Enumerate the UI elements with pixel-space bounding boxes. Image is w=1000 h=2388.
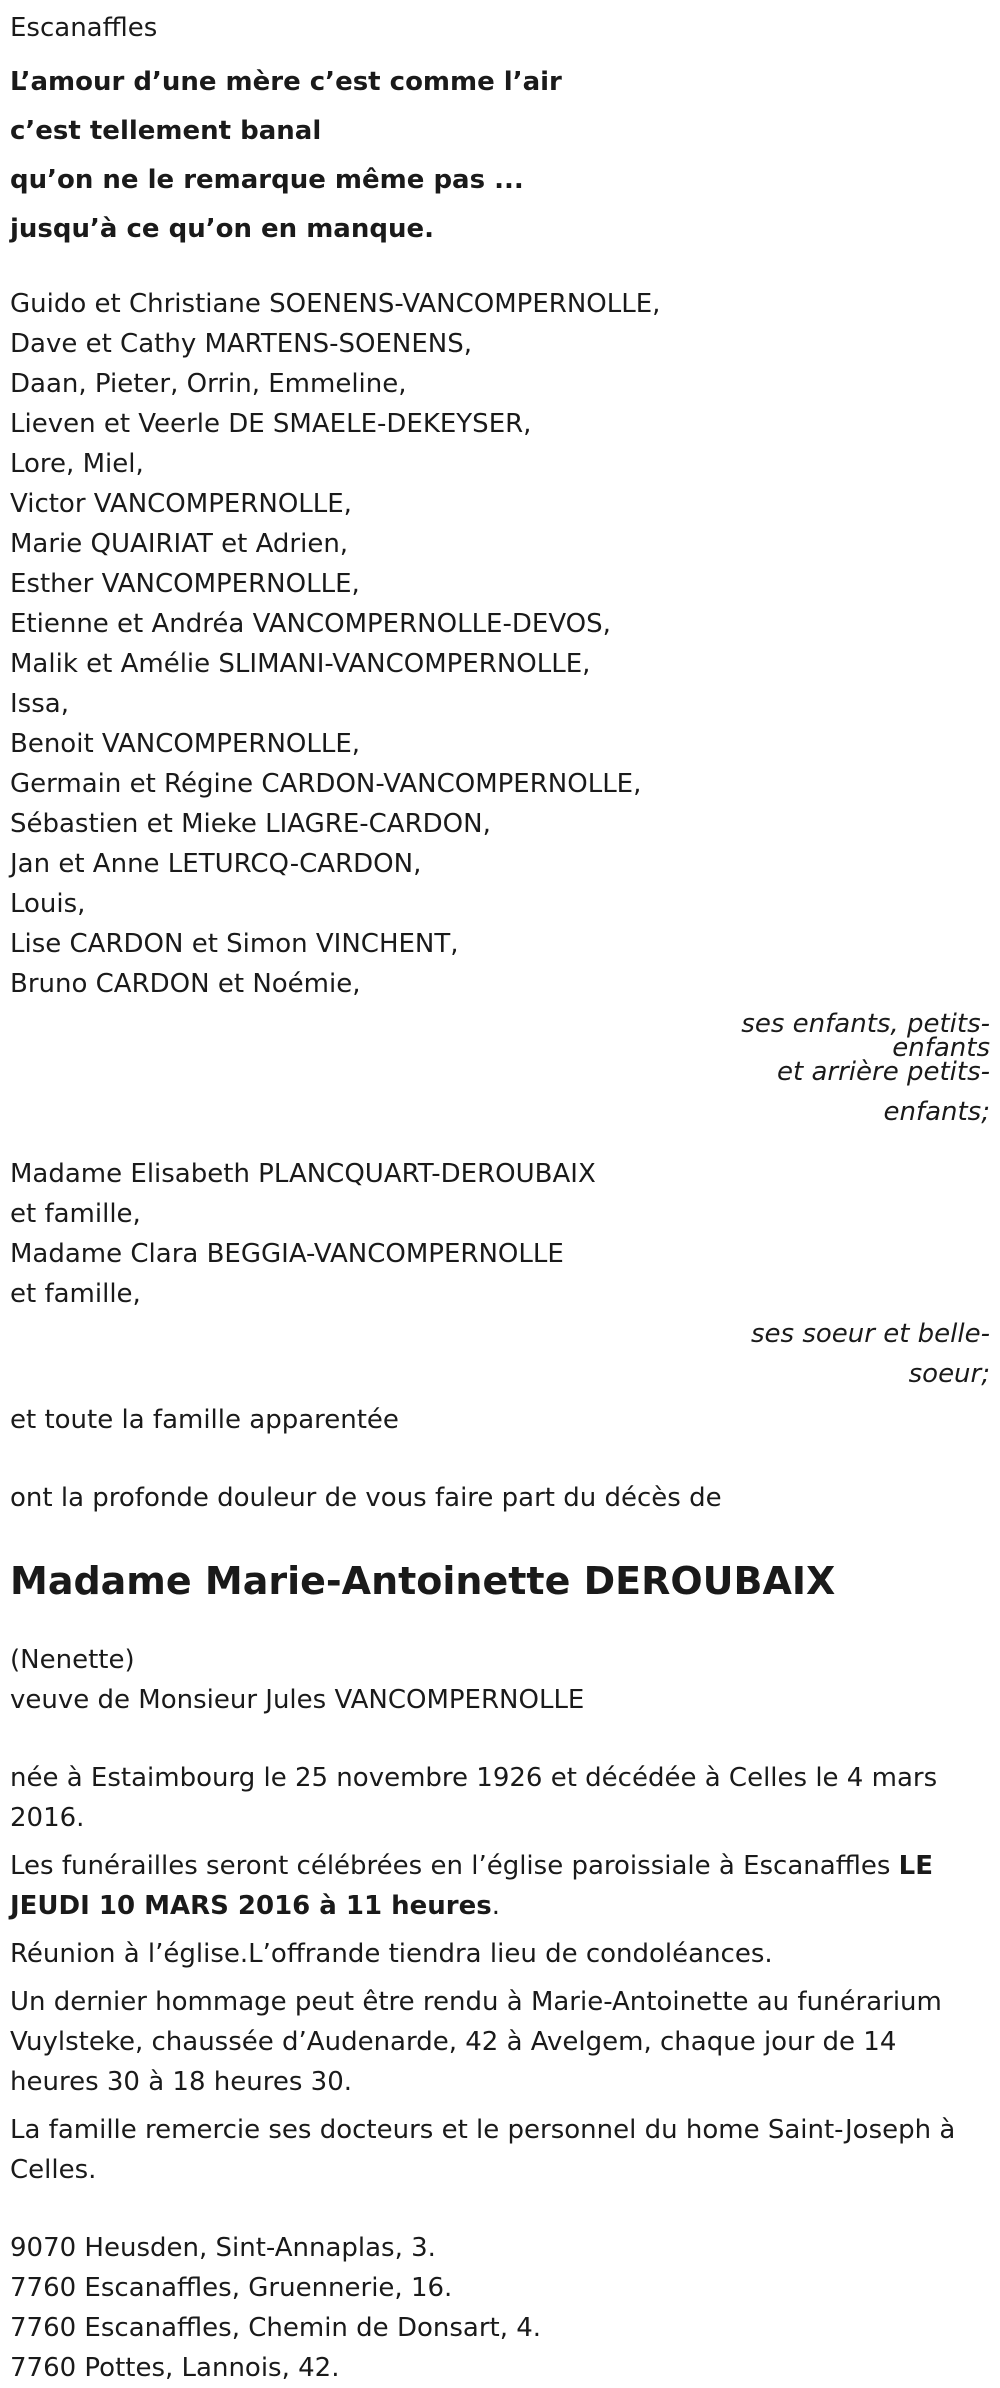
announcement: ont la profonde douleur de vous faire part du décès de [10, 1483, 722, 1513]
funeral-end: . [491, 1891, 500, 1921]
funeral-info [10, 1846, 980, 1926]
family-member: Germain et Régine CARDON-VANCOMPERNOLLE, [10, 769, 642, 799]
family-member: Sébastien et Mieke LIAGRE-CARDON, [10, 809, 491, 839]
relation-line: ses soeur et belle- [750, 1319, 990, 1349]
poem-line: c’est tellement banal [10, 116, 322, 146]
family-member: Louis, [10, 889, 86, 919]
family-member: Jan et Anne LETURCQ-CARDON, [10, 849, 422, 879]
children-list [10, 284, 980, 1004]
family-member: et famille, [10, 1199, 141, 1229]
funeral-text: Les funérailles seront célébrées en l’église paroissiale à Escanaffles [10, 1851, 899, 1881]
widow-of: veuve de Monsieur Jules VANCOMPERNOLLE [10, 1685, 585, 1715]
family-member: Daan, Pieter, Orrin, Emmeline, [10, 369, 407, 399]
poem [10, 58, 980, 254]
address: 7760 Pottes, Lannois, 42. [10, 2353, 340, 2383]
family-member: Etienne et Andréa VANCOMPERNOLLE-DEVOS, [10, 609, 611, 639]
family-member: Guido et Christiane SOENENS-VANCOMPERNOLLE, [10, 289, 661, 319]
family-member: Lieven et Veerle DE SMAELE-DEKEYSER, [10, 409, 532, 439]
relation-line: soeur; [908, 1359, 990, 1389]
address-list [10, 2228, 980, 2388]
thanks: La famille remercie ses docteurs et le personnel du home Saint-Joseph à Celles. [10, 2115, 956, 2185]
family-member: Victor VANCOMPERNOLLE, [10, 489, 352, 519]
poem-line: L’amour d’une mère c’est comme l’air [10, 67, 562, 97]
address: 7760 Escanaffles, Chemin de Donsart, 4. [10, 2313, 542, 2343]
family-member: Dave et Cathy MARTENS-SOENENS, [10, 329, 472, 359]
siblings-list [10, 1154, 980, 1314]
relation-line: enfants; [883, 1097, 990, 1127]
poem-line: qu’on ne le remarque même pas ... [10, 165, 524, 195]
relation-line: et arrière petits- [777, 1057, 990, 1087]
birth-death: née à Estaimbourg le 25 novembre 1926 et décédée à Celles le 4 mars 2016. [10, 1763, 938, 1833]
relation-line: ses enfants, petits- [741, 1009, 990, 1039]
family-member: Malik et Amélie SLIMANI-VANCOMPERNOLLE, [10, 649, 591, 679]
relation-line: enfants [892, 1033, 990, 1063]
family-member: Lise CARDON et Simon VINCHENT, [10, 929, 459, 959]
family-member: Marie QUAIRIAT et Adrien, [10, 529, 349, 559]
address: 7760 Escanaffles, Gruennerie, 16. [10, 2273, 453, 2303]
address: 9070 Heusden, Sint-Annaplas, 3. [10, 2233, 436, 2263]
family-member: Benoit VANCOMPERNOLLE, [10, 729, 361, 759]
family-member: Esther VANCOMPERNOLLE, [10, 569, 360, 599]
place-name: Escanaffles [10, 13, 158, 43]
family-member: Bruno CARDON et Noémie, [10, 969, 361, 999]
reunion: Réunion à l’église.L’offrande tiendra lieu de condoléances. [10, 1939, 773, 1969]
deceased-name: Madame Marie-Antoinette DEROUBAIX [10, 1559, 836, 1603]
extended-family: et toute la famille apparentée [10, 1405, 399, 1435]
relation-siblings [730, 1314, 990, 1394]
poem-line: jusqu’à ce qu’on en manque. [10, 214, 434, 244]
family-member: Madame Elisabeth PLANCQUART-DEROUBAIX [10, 1159, 596, 1189]
funeral-date: LE JEUDI 10 MARS 2016 à 11 heures [10, 1851, 933, 1921]
family-member: Issa, [10, 689, 69, 719]
relation-children [730, 1004, 990, 1132]
family-member: Madame Clara BEGGIA-VANCOMPERNOLLE [10, 1239, 564, 1269]
homage: Un dernier hommage peut être rendu à Marie-Antoinette au funérarium Vuylsteke, chaussée d’Audenarde, 42 à Avelgem, chaque jour de 14 heures 30 à 18 heures 30. [10, 1987, 942, 2097]
family-member: Lore, Miel, [10, 449, 144, 479]
nickname: (Nenette) [10, 1645, 135, 1675]
family-member: et famille, [10, 1279, 141, 1309]
